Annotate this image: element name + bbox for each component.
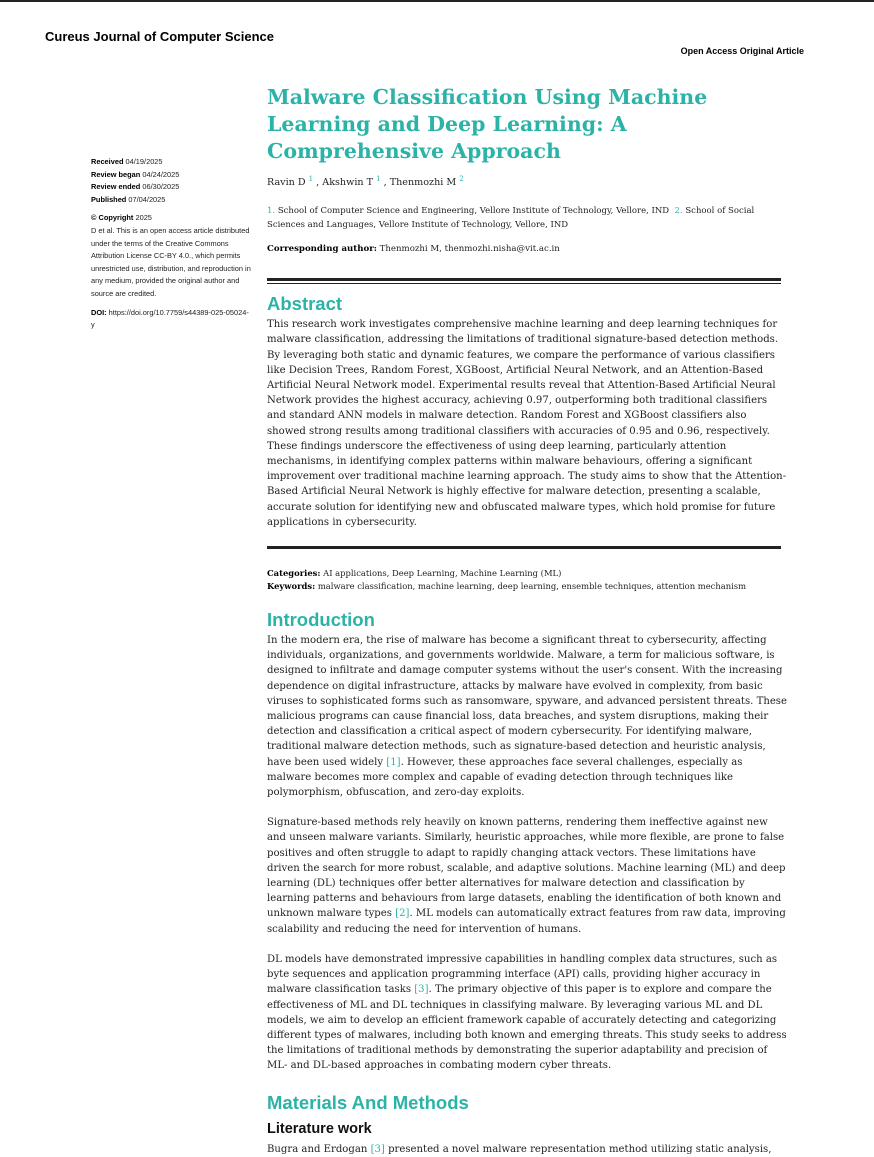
affiliations: 1. School of Computer Science and Engineering, Vellore Institute of Technology, Vellore, IND 2. School of Social Sciences and Languages, Vellore Institute of Technology, Vellore, IND [267,206,755,231]
abstract-heading: Abstract [267,293,343,315]
author-affiliation-marker: 2 [459,175,464,183]
abstract-top-rule [267,278,781,284]
abstract-text: This research work investigates comprehensive machine learning and deep learning techniques for malware classification, addressing the limitations of traditional signature-based detection methods. By leveraging both static and dynamic features, we compare the performance of various classifiers like Decision Trees, Random Forest, XGBoost, Artificial Neural Network, and an Attention-Based Artificial Neural Network model. Experimental results reveal that Attention-Based Artificial Neural Network provides the highest accuracy, achieving 0.97, outperforming both traditional classifiers and standard ANN models in malware detection. Random Forest and XGBoost classifiers also showed strong results among traditional classifiers with accuracies of 0.95 and 0.96, respectively. These findings underscore the effectiveness of using deep learning, particularly attention mechanisms, in identifying complex patterns within malware behaviours, offering a significant improvement over traditional machine learning approach. The study aims to show that the Attention-Based Artificial Neural Network is highly effective for malware detection, presenting a scalable, accurate solution for identifying new and obfuscated malware types, which hold promise for future applications in cybersecurity. [267,319,787,528]
author-name[interactable]: Akshwin T [322,177,374,189]
introduction-heading: Introduction [267,609,375,631]
introduction-paragraph: Signature-based methods rely heavily on known patterns, rendering them ineffective against new and unseen malware variants. Similarly, heuristic approaches, while more flexible, are prone to false positives and often struggle to adapt to rapidly changing attack vectors. These limitations have driven the search for more robust, scalable, and adaptive solutions. Machine learning (ML) and deep learning (DL) techniques offer better alternatives for malware detection and classification by learning patterns and behaviours from large datasets, enabling the identification of both known and unknown malware types [2]. ML models can automatically extract features from raw data, improving scalability and reducing the need for intervention of humans. [267,817,786,935]
article-title: Malware Classification Using Machine Learning and Deep Learning: A Comprehensive Approach [267,85,708,163]
abstract-bottom-rule [267,546,781,549]
author-affiliation-marker: 1 [376,175,381,183]
citation-link[interactable]: [3] [370,1143,385,1155]
journal-name: Cureus Journal of Computer Science [45,29,274,44]
methods-paragraph: Bugra and Erdogan [3] presented a novel malware representation method utilizing static analysis, [267,1143,772,1155]
article-main [267,84,787,1157]
sidebar-metadata [91,156,251,332]
categories: Categories: AI applications, Deep Learning, Machine Learning (ML) [267,568,562,579]
article-type-label: Open Access Original Article [680,46,804,56]
doi-link[interactable]: https://doi.org/10.7759/s44389-025-05024-y [91,307,249,330]
keywords: Keywords: malware classification, machine learning, deep learning, ensemble techniques, attention mechanism [267,581,747,592]
citation-link[interactable]: [2] [395,908,410,920]
review-ended-date: Review ended 06/30/2025 [91,182,180,192]
corresponding-author: Corresponding author: Thenmozhi M, thenmozhi.nisha@vit.ac.in [267,244,560,255]
article-meta [267,567,787,593]
methods-heading: Materials And Methods [267,1091,469,1113]
author-affiliation-marker: 1 [308,175,314,183]
received-date: Received 04/19/2025 [91,157,163,166]
introduction-paragraph: DL models have demonstrated impressive capabilities in handling complex data structures, such as byte sequences and application programming interface (API) calls, providing higher accuracy in malware classification tasks [3]. The primary objective of this paper is to explore and compare the effectiveness of ML and DL techniques in classifying malware. By leveraging various ML and DL models, we aim to develop an efficient framework capable of accurately detecting and categorizing different types of malwares, including both known and emerging threats. This study seeks to address the limitations of traditional methods by demonstrating the superior adaptability and precision of ML- and DL-based approaches in combating modern cyber threats. [267,953,787,1072]
copyright: © Copyright 2025 [91,213,152,223]
license-text: D et al. This is an open access article distributed under the terms of the Creative Commons Attribution License CC-BY 4.0., which permits unrestricted use, distribution, and reproduction in any medium, provided the original author and source are credited. [91,225,251,298]
citation-link[interactable]: [3] [414,984,429,996]
review-began-date: Review began 04/24/2025 [91,169,180,179]
author-name[interactable]: Thenmozhi M [389,177,457,189]
doi: DOI: https://doi.org/10.7759/s44389-025-05024-y [91,307,249,330]
literature-subheading: Literature work [267,1120,372,1137]
author-list: Ravin D $^1$ , Akshwin T $^1$ , Thenmozhi M $^2$ [267,175,464,189]
citation-link[interactable]: [1] [386,756,401,768]
author-name[interactable]: Ravin D [267,177,306,189]
published-date: Published 07/04/2025 [91,194,166,204]
top-rule [0,0,874,2]
introduction-paragraph: In the modern era, the rise of malware has become a significant threat to cybersecurity, affecting individuals, organizations, and governments worldwide. Malware, a term for malicious software, is designed to infiltrate and damage computer systems without the user's consent. With the increasing dependence on digital infrastructure, attacks by malware have evolved in complexity, from basic viruses to sophisticated forms such as ransomware, spyware, and advanced persistent threats. These malicious programs can cause financial loss, data breaches, and system disruptions, making their detection and classification a critical aspect of modern cybersecurity. For identifying malware, traditional malware detection methods, such as signature-based detection and heuristic analysis, have been used widely [1]. However, these approaches face several challenges, especially as malware becomes more complex and capable of evading detection through techniques like polymorphism, obfuscation, and zero-day exploits. [267,635,787,799]
